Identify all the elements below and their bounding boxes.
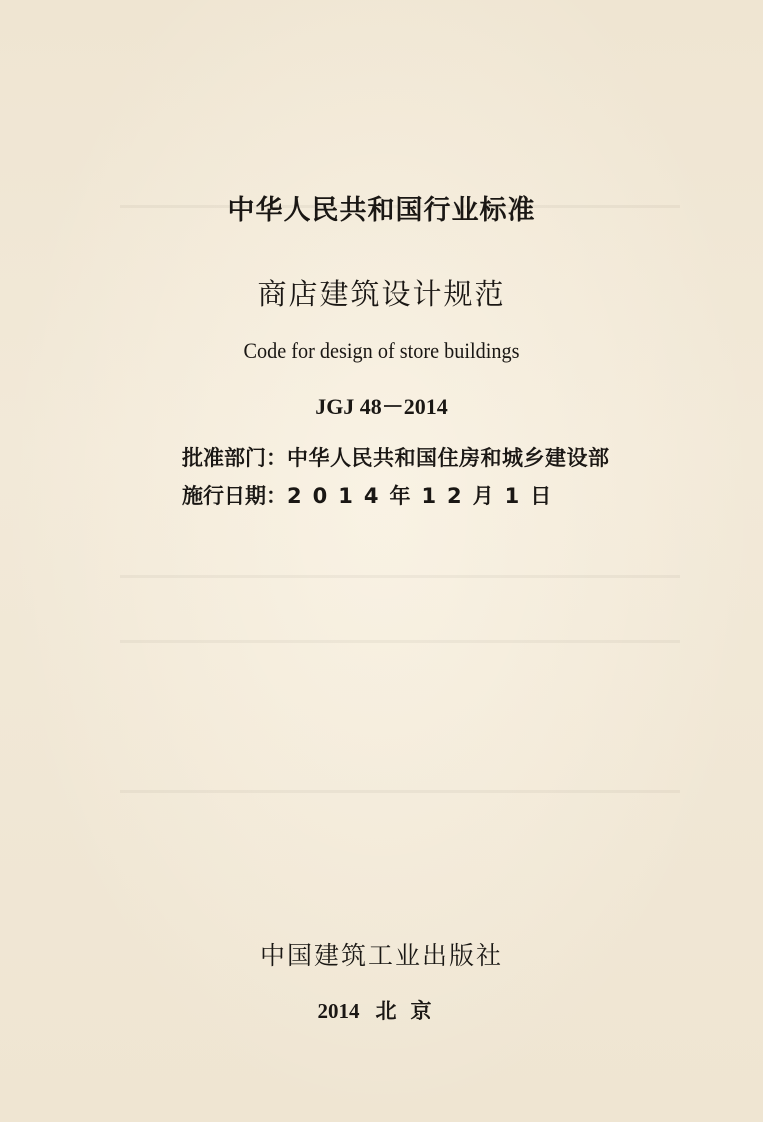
effective-date-label: 施行日期：: [182, 484, 287, 508]
publication-year: 2014: [317, 999, 360, 1023]
document-title-english: Code for design of store buildings: [243, 338, 520, 363]
series-title: 中华人民共和国行业标准: [227, 195, 536, 226]
effective-date-line: [182, 480, 562, 510]
approval-label: 批准部门：: [182, 446, 287, 470]
effective-date-value: 2014年12月1日: [287, 484, 563, 508]
bleed-through-band: [120, 640, 680, 643]
bleed-through-band: [120, 790, 680, 793]
bleed-through-band: [120, 575, 680, 578]
publication-place: [0, 995, 763, 1025]
standard-code: JGJ 48－2014: [315, 394, 448, 419]
publication-city: 北京: [375, 999, 446, 1023]
approval-line: [182, 442, 610, 472]
document-title-chinese: 商店建筑设计规范: [257, 277, 506, 311]
approval-value: 中华人民共和国住房和城乡建设部: [287, 446, 610, 470]
publisher-name: 中国建筑工业出版社: [259, 941, 503, 970]
